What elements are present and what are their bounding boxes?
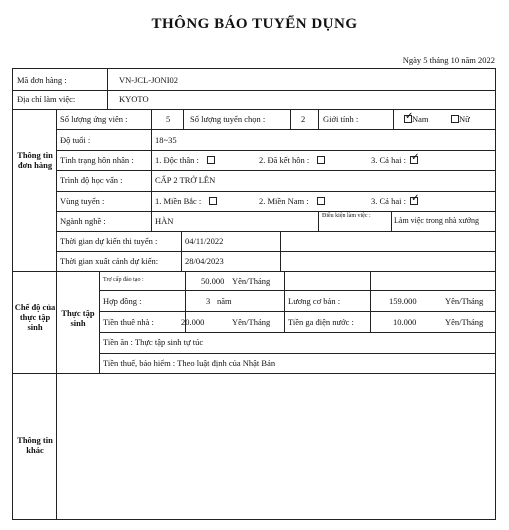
notice-date: Ngày 5 tháng 10 năm 2022	[402, 55, 495, 65]
row-divider	[56, 191, 495, 192]
row-divider	[56, 231, 495, 232]
work-address-value: KYOTO	[119, 94, 149, 104]
work-condition-label: Điều kiện làm việc :	[322, 213, 371, 219]
col-divider	[290, 109, 291, 129]
applicants-value: 5	[166, 114, 171, 124]
benefits-section-label: Chế độ của thực tập sinh	[14, 302, 56, 332]
checkbox-checked-icon	[410, 152, 420, 164]
contract-unit: năm	[217, 296, 232, 306]
contract-value: 3	[206, 296, 211, 306]
base-salary-label: Lương cơ bản :	[288, 296, 341, 306]
col-divider	[318, 211, 319, 231]
col-divider	[151, 109, 152, 129]
row-divider	[56, 211, 495, 212]
trainee-sub-label: Thực tập sinh	[61, 308, 95, 328]
gender-female-text: Nữ	[459, 114, 470, 124]
checkbox-empty-icon	[317, 197, 325, 205]
row-divider	[56, 251, 495, 252]
departure-date-value: 28/04/2023	[185, 256, 224, 266]
base-salary-unit: Yên/Tháng	[445, 296, 484, 306]
check-mark-icon: ✓	[411, 193, 420, 204]
row-divider	[99, 332, 495, 333]
region-option-2[interactable]	[259, 196, 325, 206]
contract-label: Hợp đồng :	[103, 296, 142, 306]
checkbox-empty-icon	[451, 115, 459, 123]
marital-option-3-text: 3. Cả hai :	[371, 155, 406, 165]
col-divider	[370, 271, 371, 332]
row-divider	[13, 109, 495, 110]
row-divider	[99, 311, 495, 312]
row-divider	[99, 290, 495, 291]
marital-option-3[interactable]	[371, 152, 420, 165]
utilities-unit: Yên/Tháng	[445, 317, 484, 327]
col-divider	[284, 271, 285, 332]
gender-label: Giới tính :	[323, 114, 359, 124]
training-allowance-label: Trợ cấp đào tạo :	[103, 277, 144, 283]
checkbox-empty-icon	[207, 156, 215, 164]
rent-value: 20.000	[181, 317, 205, 327]
col-divider	[391, 211, 392, 231]
rent-unit: Yên/Tháng	[232, 317, 271, 327]
marital-label: Tình trạng hôn nhân :	[60, 155, 134, 165]
utilities-value: 10.000	[393, 317, 417, 327]
marital-option-2-text: 2. Đã kết hôn :	[259, 155, 310, 165]
training-allowance-unit: Yên/Tháng	[232, 276, 271, 286]
region-option-2-text: 2. Miền Nam :	[259, 196, 309, 206]
checkbox-empty-icon	[209, 197, 217, 205]
row-divider	[56, 170, 495, 171]
marital-option-2[interactable]	[259, 155, 325, 165]
col-divider	[56, 109, 57, 519]
col-divider	[107, 69, 108, 109]
other-info-section-label: Thông tin khác	[17, 435, 53, 455]
row-divider	[13, 373, 495, 374]
tax-insurance-text: Tiền thuế, bảo hiểm : Theo luật định của Nhật Bản	[103, 358, 276, 368]
region-option-3[interactable]	[371, 193, 420, 206]
gender-male-text: Nam	[412, 114, 429, 124]
exam-date-value: 04/11/2022	[185, 236, 224, 246]
page-title: THÔNG BÁO TUYỂN DỤNG	[151, 16, 358, 32]
marital-option-1-text: 1. Độc thân :	[155, 155, 199, 165]
col-divider	[393, 109, 394, 129]
region-option-1-text: 1. Miền Bắc :	[155, 196, 202, 206]
training-allowance-value: 50.000	[201, 276, 225, 286]
region-label: Vùng tuyển :	[60, 196, 105, 206]
col-divider	[280, 231, 281, 271]
gender-male-option[interactable]	[404, 111, 429, 124]
checkbox-checked-icon	[404, 111, 414, 123]
row-divider	[13, 271, 495, 272]
order-code-label: Mã đơn hàng :	[17, 75, 67, 85]
gender-female-option[interactable]	[451, 114, 470, 124]
departure-date-label: Thời gian xuất cảnh dự kiến:	[60, 256, 159, 266]
work-condition-value: Làm việc trong nhà xưởng	[394, 216, 479, 225]
row-divider	[13, 90, 495, 91]
recruitment-form-table	[12, 68, 496, 520]
marital-option-1[interactable]	[155, 155, 215, 165]
selected-count-label: Số lượng tuyển chọn :	[190, 114, 266, 124]
exam-date-label: Thời gian dự kiến thi tuyển :	[60, 236, 158, 246]
check-mark-icon: ✓	[405, 111, 414, 122]
col-divider	[99, 271, 100, 373]
selected-count-value: 2	[301, 114, 306, 124]
checkbox-checked-icon	[410, 193, 420, 205]
row-divider	[99, 353, 495, 354]
base-salary-value: 159.000	[389, 296, 417, 306]
region-option-3-text: 3. Cả hai :	[371, 196, 406, 206]
education-value: CẤP 2 TRỞ LÊN	[155, 175, 216, 185]
food-cost-text: Tiền ăn : Thực tập sinh tự túc	[103, 337, 204, 347]
other-info-area[interactable]	[59, 377, 491, 515]
check-mark-icon: ✓	[411, 152, 420, 163]
col-divider	[151, 129, 152, 231]
age-label: Độ tuổi :	[60, 135, 91, 145]
rent-label: Tiền thuê nhà :	[103, 317, 154, 327]
job-label: Ngành nghề :	[60, 216, 106, 226]
education-label: Trình độ học vấn :	[60, 175, 123, 185]
order-info-section-label: Thông tin đơn hàng	[17, 150, 53, 170]
region-option-1[interactable]	[155, 196, 217, 206]
job-value: HÀN	[155, 216, 174, 226]
applicants-label: Số lượng ứng viên :	[60, 114, 128, 124]
utilities-label: Tiền ga điện nước :	[288, 317, 354, 327]
checkbox-empty-icon	[317, 156, 325, 164]
col-divider	[183, 109, 184, 129]
order-code-value: VN-JCL-JONI02	[119, 75, 179, 85]
row-divider	[56, 129, 495, 130]
work-address-label: Địa chỉ làm việc:	[17, 94, 76, 104]
col-divider	[318, 109, 319, 129]
row-divider	[56, 150, 495, 151]
age-value: 18~35	[155, 135, 177, 145]
col-divider	[181, 231, 182, 271]
